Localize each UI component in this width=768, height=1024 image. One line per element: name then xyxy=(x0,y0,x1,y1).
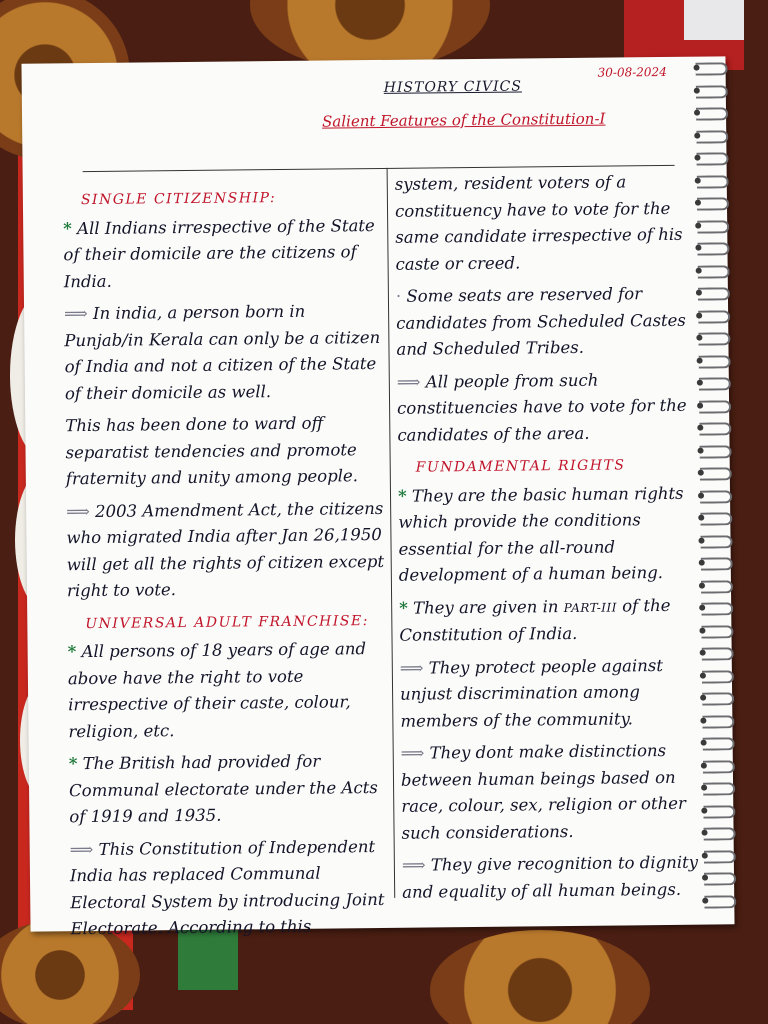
note-text: They dont make distinctions between human beings based on race, colour, sex, religion or other such considerations. xyxy=(400,740,686,843)
spiral-ring xyxy=(702,715,734,728)
spiral-ring xyxy=(696,152,728,165)
punch-hole xyxy=(700,650,706,656)
punch-hole xyxy=(701,740,707,746)
left-column xyxy=(63,180,389,949)
punch-hole xyxy=(699,560,705,566)
section-heading-fundamental-rights: FUNDAMENTAL RIGHTS xyxy=(415,457,626,476)
star-bullet-icon: * xyxy=(68,754,78,774)
punch-hole xyxy=(696,267,702,273)
spiral-ring xyxy=(700,535,732,548)
punch-hole xyxy=(699,582,705,588)
arrow-icon: ⟹ xyxy=(400,743,425,763)
punch-hole xyxy=(694,155,700,161)
spiral-ring xyxy=(699,377,731,390)
spiral-ring xyxy=(699,422,731,435)
star-bullet-icon: * xyxy=(397,486,407,506)
note-text: system, resident voters of a constituency have to vote for the same candidate irrespective of his caste or creed. xyxy=(394,172,683,274)
note-text: In india, a person born in Punjab/in Kerala can only be a citizen of India and not a citizen of the State of their domicile as well. xyxy=(64,301,381,403)
note-paragraph xyxy=(401,738,702,847)
arrow-icon: ⟹ xyxy=(69,839,94,859)
spiral-ring xyxy=(703,782,735,795)
spiral-ring xyxy=(696,85,728,98)
page-title: Salient Features of the Constitution-I xyxy=(322,109,606,131)
note-paragraph xyxy=(70,833,389,942)
punch-hole xyxy=(695,245,701,251)
spiral-ring xyxy=(697,220,729,233)
spiral-ring xyxy=(696,107,728,120)
spiral-ring xyxy=(698,287,730,300)
punch-hole xyxy=(702,830,708,836)
right-column xyxy=(395,169,703,912)
punch-hole xyxy=(701,807,707,813)
note-paragraph xyxy=(398,480,699,589)
note-paragraph xyxy=(63,212,382,295)
note-text: of the Constitution of India. xyxy=(399,595,671,645)
spiral-ring xyxy=(702,692,734,705)
star-bullet-icon: * xyxy=(63,218,72,238)
note-paragraph xyxy=(65,410,384,493)
punch-hole xyxy=(699,627,705,633)
spiral-ring xyxy=(700,490,732,503)
note-text: This Constitution of Independent India has replaced Communal Electoral System by introducing Joint Electorate. According to this xyxy=(69,836,385,939)
spiral-ring xyxy=(697,197,729,210)
spiral-ring xyxy=(700,512,732,525)
note-paragraph xyxy=(66,495,385,604)
note-text: They are the basic human rights which provide the conditions essential for the all-round development of a human being. xyxy=(398,483,684,585)
punch-hole xyxy=(697,402,703,408)
star-bullet-icon: * xyxy=(67,642,77,662)
spiral-ring xyxy=(701,580,733,593)
punch-hole xyxy=(700,672,706,678)
punch-hole xyxy=(698,470,704,476)
note-text: All people from such constituencies have to vote for the candidates of the area. xyxy=(397,370,687,445)
column-divider xyxy=(387,168,396,898)
spiral-ring xyxy=(696,62,728,75)
note-text: This has been done to ward off separatist tendencies and promote fraternity and unity among people. xyxy=(65,413,359,489)
spiral-ring xyxy=(703,805,735,818)
note-paragraph xyxy=(399,592,700,649)
spiral-ring xyxy=(697,242,729,255)
fabric-flower xyxy=(430,930,650,1024)
subject-heading: HISTORY CIVICS xyxy=(383,78,522,96)
spiral-ring xyxy=(704,872,736,885)
punch-hole xyxy=(698,515,704,521)
spiral-ring xyxy=(703,737,735,750)
note-paragraph xyxy=(400,652,701,735)
punch-hole xyxy=(695,177,701,183)
spiral-ring xyxy=(698,265,730,278)
note-text: They give recognition to dignity and equality of all human beings. xyxy=(402,852,699,902)
spiral-ring xyxy=(704,895,736,908)
punch-hole xyxy=(698,492,704,498)
note-paragraph xyxy=(397,366,698,449)
section-heading-universal-adult-franchise: UNIVERSAL ADULT FRANCHISE: xyxy=(85,612,369,632)
punch-hole xyxy=(695,200,701,206)
spiral-ring xyxy=(700,467,732,480)
spiral-ring xyxy=(704,850,736,863)
spiral-ring xyxy=(702,647,734,660)
punch-hole xyxy=(702,852,708,858)
part-reference: PART-III xyxy=(563,600,618,615)
fabric-white-corner xyxy=(684,0,744,40)
spiral-ring xyxy=(699,400,731,413)
arrow-icon: ⟹ xyxy=(399,658,424,678)
spiral-ring xyxy=(704,827,736,840)
section-heading-single-citizenship: SINGLE CITIZENSHIP: xyxy=(80,190,277,209)
page-date: 30-08-2024 xyxy=(597,64,667,80)
punch-hole xyxy=(694,65,700,71)
punch-hole xyxy=(698,537,704,543)
dot-bullet-icon: · xyxy=(395,286,402,306)
punch-hole xyxy=(695,222,701,228)
punch-hole xyxy=(696,290,702,296)
note-paragraph xyxy=(395,169,696,278)
spiral-ring xyxy=(700,445,732,458)
notebook-page xyxy=(21,56,734,939)
punch-hole xyxy=(701,785,707,791)
star-bullet-icon: * xyxy=(399,598,408,618)
punch-hole xyxy=(697,425,703,431)
spiral-ring xyxy=(696,130,728,143)
punch-hole xyxy=(696,335,702,341)
punch-hole xyxy=(696,312,702,318)
spiral-ring xyxy=(702,670,734,683)
spiral-ring xyxy=(701,625,733,638)
arrow-icon: ⟹ xyxy=(63,304,88,324)
punch-hole xyxy=(701,762,707,768)
note-text: They are given in xyxy=(412,596,559,618)
note-text: They protect people against unjust discrimination among members of the community. xyxy=(399,655,664,731)
punch-hole xyxy=(694,110,700,116)
punch-hole xyxy=(697,357,703,363)
punch-hole xyxy=(702,897,708,903)
spiral-ring xyxy=(703,760,735,773)
punch-hole xyxy=(699,605,705,611)
arrow-icon: ⟹ xyxy=(66,501,90,521)
note-paragraph xyxy=(64,298,383,407)
spiral-ring xyxy=(701,557,733,570)
arrow-icon: ⟹ xyxy=(396,372,421,392)
spiral-ring xyxy=(697,175,729,188)
note-text: The British had provided for Communal electorate under the Acts of 1919 and 1935. xyxy=(68,751,378,827)
spiral-ring xyxy=(699,355,731,368)
note-text: All persons of 18 years of age and above have the right to vote irrespective of their caste, colour, religion, etc. xyxy=(67,639,367,741)
note-paragraph xyxy=(69,748,388,831)
note-text: 2003 Amendment Act, the citizens who migrated India after Jan 26,1950 will get all the rights of citizen except right to vote. xyxy=(66,498,385,601)
note-text: All Indians irrespective of the State of their domicile are the citizens of India. xyxy=(63,215,375,291)
note-text: Some seats are reserved for candidates from Scheduled Castes and Scheduled Tribes. xyxy=(396,284,686,359)
punch-hole xyxy=(700,695,706,701)
note-paragraph xyxy=(402,850,703,906)
note-paragraph xyxy=(396,281,697,364)
punch-hole xyxy=(702,875,708,881)
spiral-ring xyxy=(701,602,733,615)
punch-hole xyxy=(698,447,704,453)
spiral-ring xyxy=(698,310,730,323)
punch-hole xyxy=(694,132,700,138)
spiral-ring xyxy=(698,332,730,345)
arrow-icon: ⟹ xyxy=(401,855,426,875)
punch-hole xyxy=(700,717,706,723)
punch-hole xyxy=(697,380,703,386)
punch-hole xyxy=(694,87,700,93)
note-paragraph xyxy=(68,636,387,745)
